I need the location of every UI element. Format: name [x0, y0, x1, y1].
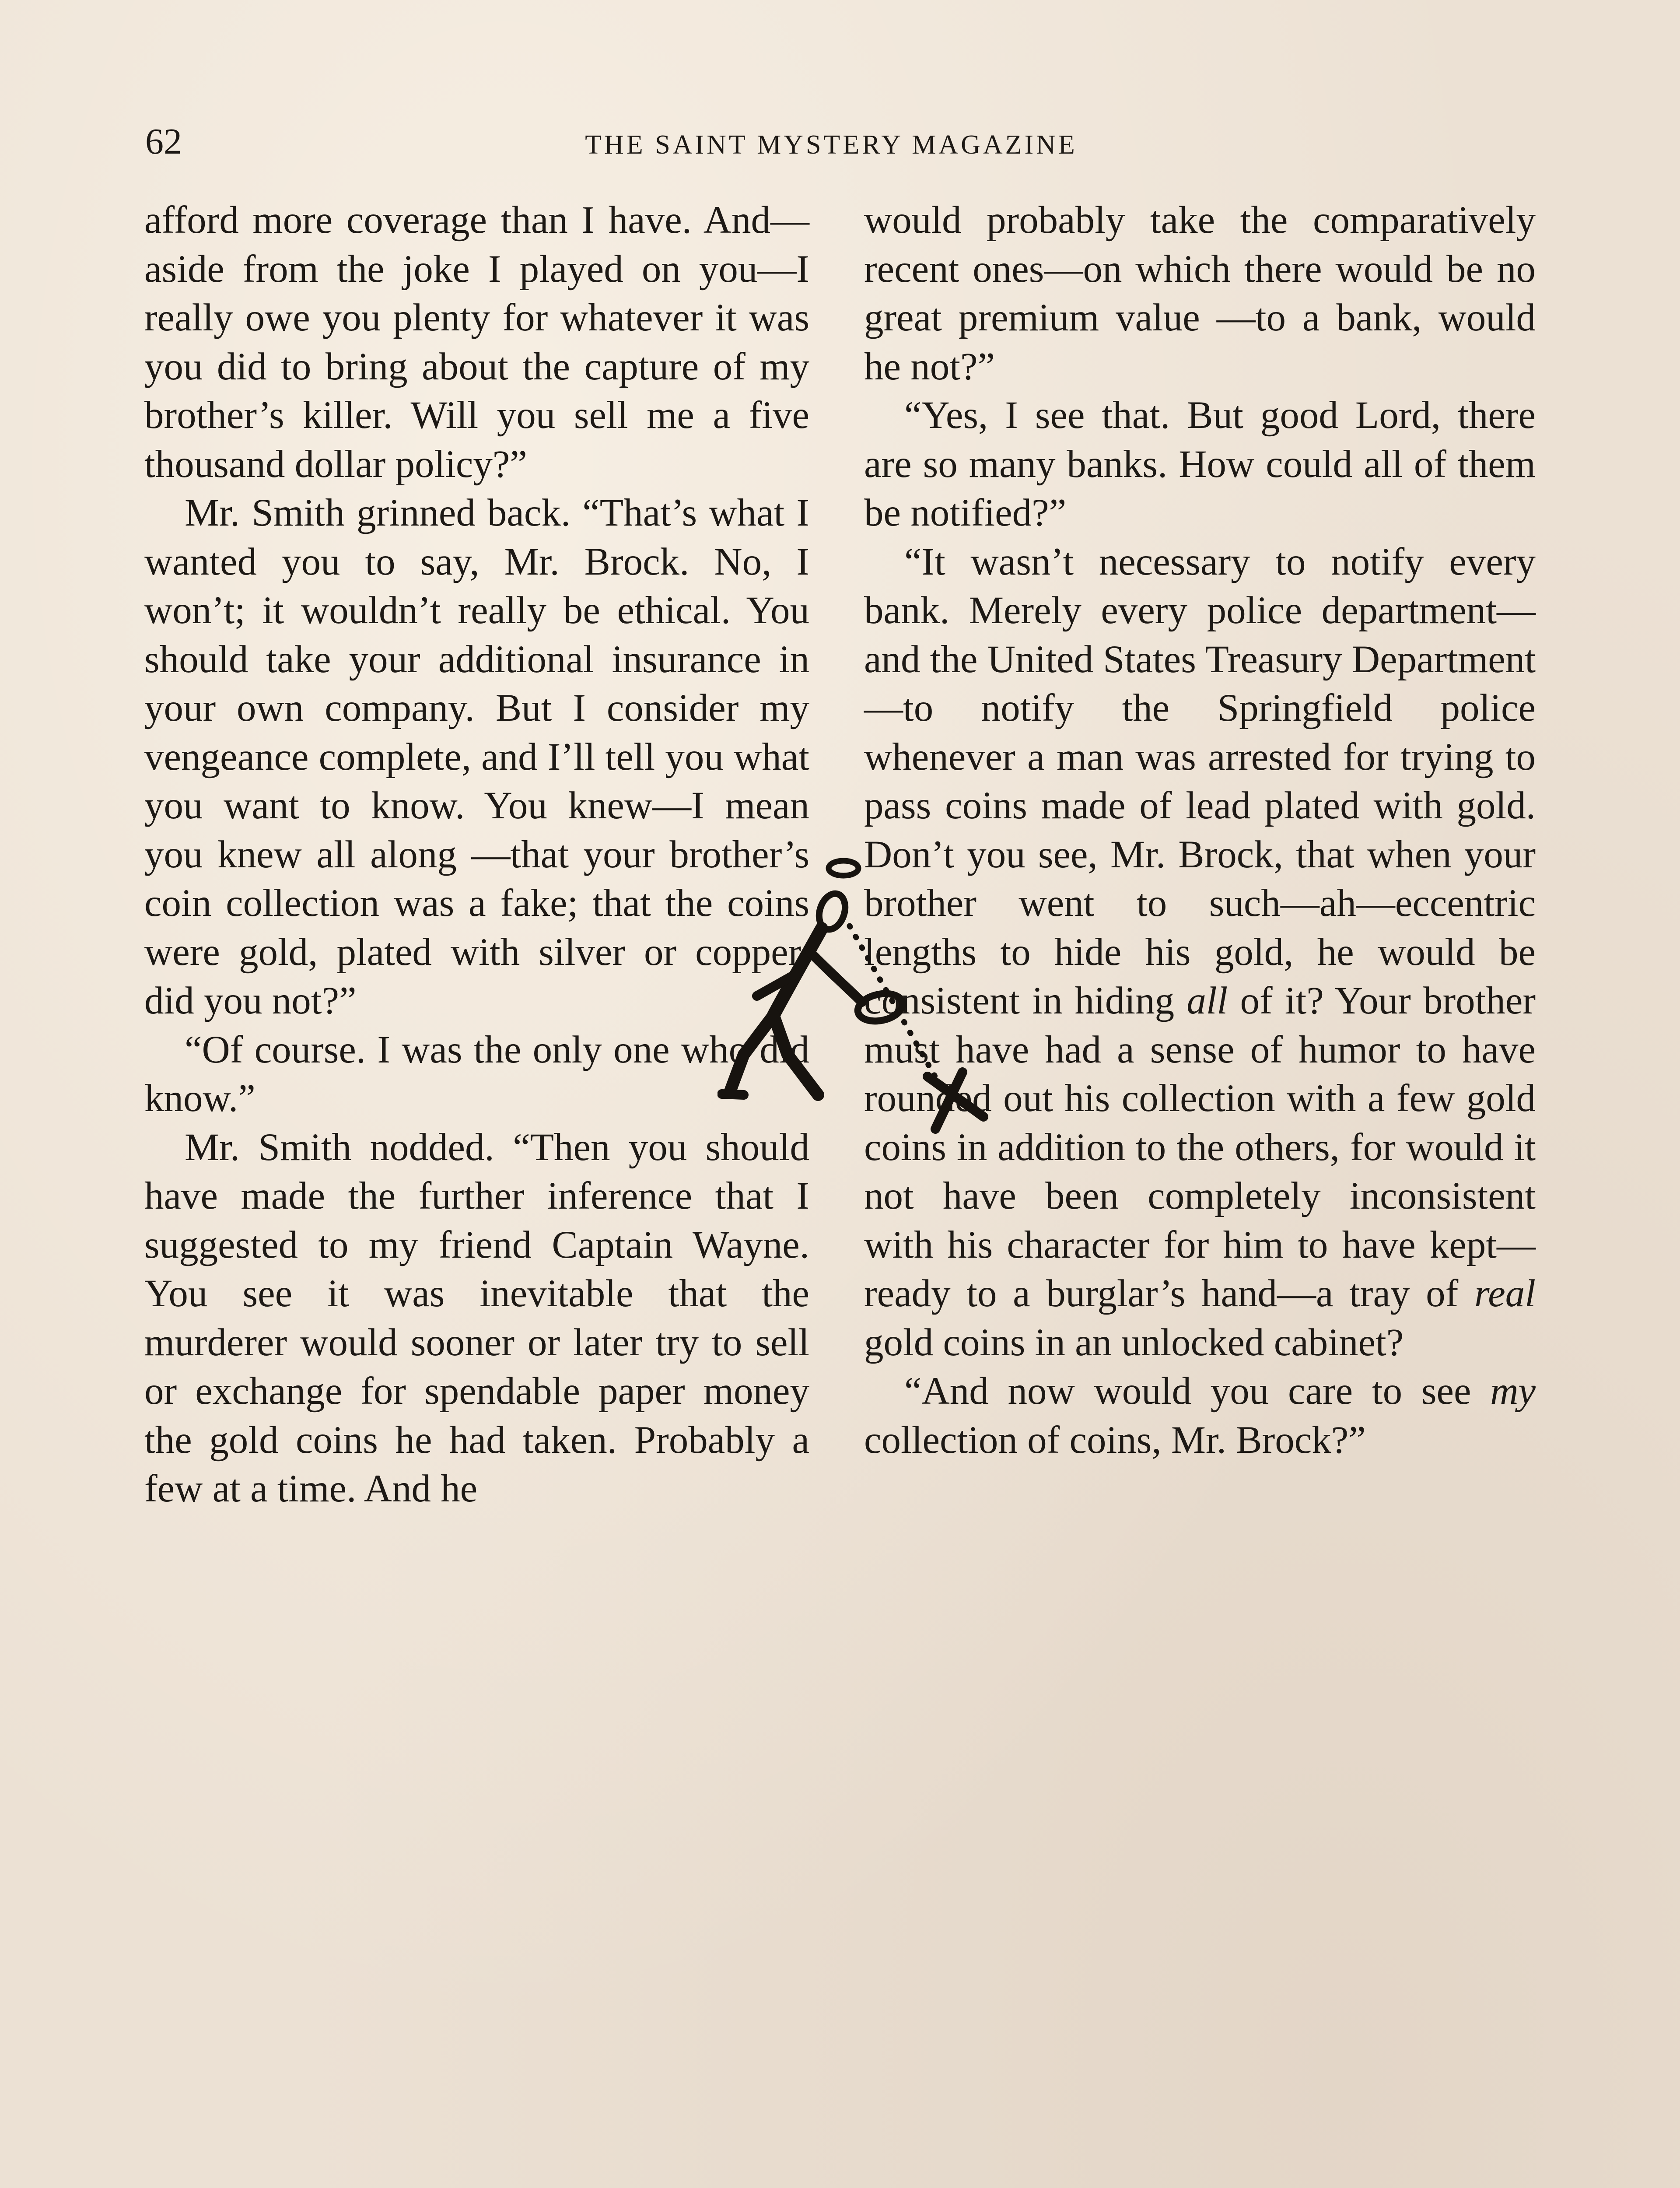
saint-stick-figure-icon: [718, 849, 998, 1182]
right-column: [864, 196, 1536, 1465]
text-run: of it? Your brother must have had a sense of humor to have rounded out his collection with a few gold coins in addition to the others, for would it not have been completely inconsistent with his character for him to have kept—ready to a burglar’s hand—a tray of: [864, 979, 1536, 1315]
running-head: THE SAINT MYSTERY MAGAZINE: [585, 130, 1078, 160]
emphasis: real: [1474, 1272, 1536, 1315]
page-number: 62: [145, 121, 182, 162]
emphasis: all: [1186, 979, 1228, 1022]
paragraph: afford more coverage than I have. And—aside from the joke I played on you—I really owe you plenty for whatever it was you did to bring about the capture of my brother’s killer. Will you sell me a five thousand dollar policy?”: [144, 199, 809, 486]
text-run: collection of coins, Mr. Brock?”: [864, 1418, 1366, 1462]
left-column: [144, 196, 809, 1514]
paragraph: would probably take the comparatively recent ones—on which there would be no great premium value —to a bank, would he not?”: [864, 199, 1536, 388]
paragraph: Mr. Smith nodded. “Then you should have made the further inference that I suggested to my friend Captain Wayne. You see it was inevitable that the murderer would sooner or later try to sell or exchange for spendable paper money the gold coins he had taken. Probably a few at a time. And he: [144, 1126, 809, 1510]
text-run: “It wasn’t necessary to notify every bank. Merely every police department—and the United States Treasury Department—to notify the Springfield police whenever a man was arrested for trying to pass coins made of lead plated with gold. Don’t you see, Mr. Brock, that when your brother went to such—ah—eccentric lengths to hide his gold, he would be consistent in hiding: [864, 540, 1536, 1022]
paragraph: Mr. Smith grinned back. “That’s what I wanted you to say, Mr. Brock. No, I won’t; it wouldn’t really be ethical. You should take your additional insurance in your own company. But I consider my vengeance complete, and I’ll tell you what you want to know. You knew—I mean you knew all along —that your brother’s coin collection was a fake; that the coins were gold, plated with silver or copper, did you not?”: [144, 491, 809, 1022]
text-run: gold coins in an unlocked cabinet?: [864, 1321, 1404, 1364]
paragraph: [864, 1367, 1536, 1465]
emphasis: my: [1490, 1370, 1536, 1413]
paragraph: “Yes, I see that. But good Lord, there are so many banks. How could all of them be notified?”: [864, 394, 1536, 534]
paragraph: “Of course. I was the only one who did know.”: [144, 1028, 809, 1120]
text-run: “And now would you care to see: [904, 1370, 1471, 1413]
